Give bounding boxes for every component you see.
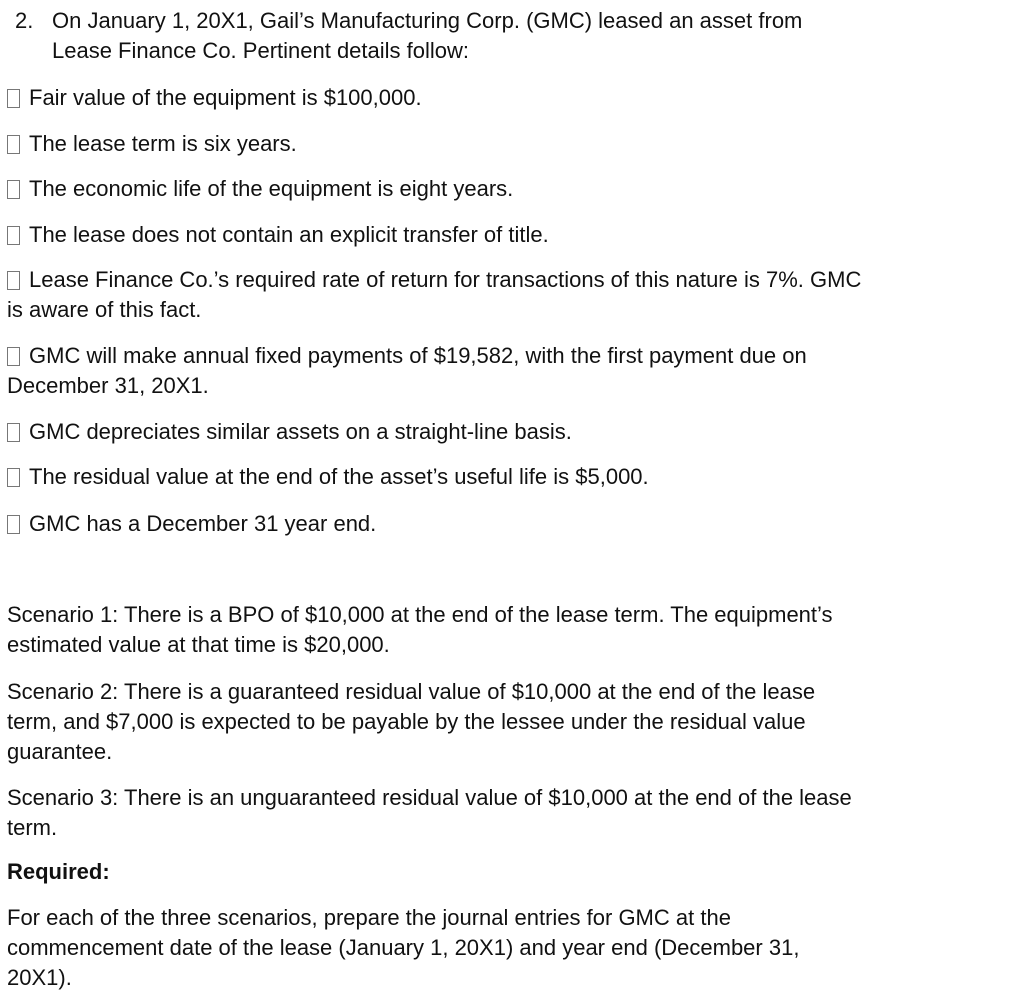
checkbox-glyph-icon	[7, 226, 20, 245]
scenario-2: Scenario 2: There is a guaranteed residual value of $10,000 at the end of the lease term, and $7,000 is expected to be payable by the lessee under the residual value guarantee.	[7, 679, 816, 764]
checkbox-glyph-icon	[7, 180, 20, 199]
detail-item: GMC has a December 31 year end.	[7, 509, 967, 539]
detail-item: Fair value of the equipment is $100,000.	[7, 83, 967, 113]
checkbox-glyph-icon	[7, 468, 20, 487]
question-number: 2.	[15, 8, 34, 33]
question-intro	[52, 6, 952, 66]
required-heading: Required:	[7, 859, 110, 884]
checkbox-glyph-icon	[7, 423, 20, 442]
checkbox-glyph-icon	[7, 89, 20, 108]
detail-item: The lease does not contain an explicit transfer of title.	[7, 220, 967, 250]
detail-item: GMC depreciates similar assets on a straight-line basis.	[7, 417, 967, 447]
checkbox-glyph-icon	[7, 515, 20, 534]
detail-item: The economic life of the equipment is eight years.	[7, 174, 967, 204]
question-intro-line: On January 1, 20X1, Gail’s Manufacturing Corp. (GMC) leased an asset from	[52, 8, 803, 33]
checkbox-glyph-icon	[7, 271, 20, 290]
detail-item: GMC will make annual fixed payments of $19,582, with the first payment due on December 31, 20X1.	[7, 343, 807, 398]
scenario-1: Scenario 1: There is a BPO of $10,000 at the end of the lease term. The equipment’s estimated value at that time is $20,000.	[7, 602, 833, 657]
required-instructions: For each of the three scenarios, prepare the journal entries for GMC at the commencement date of the lease (January 1, 20X1) and year end (December 31, 20X1).	[7, 905, 800, 990]
detail-item: The residual value at the end of the asset’s useful life is $5,000.	[7, 462, 967, 492]
question-intro-line: Lease Finance Co. Pertinent details follow:	[52, 38, 470, 63]
checkbox-glyph-icon	[7, 135, 20, 154]
checkbox-glyph-icon	[7, 347, 20, 366]
detail-item: Lease Finance Co.’s required rate of return for transactions of this nature is 7%. GMC is aware of this fact.	[7, 267, 862, 322]
detail-item: The lease term is six years.	[7, 129, 967, 159]
scenario-3: Scenario 3: There is an unguaranteed residual value of $10,000 at the end of the lease term.	[7, 785, 852, 840]
